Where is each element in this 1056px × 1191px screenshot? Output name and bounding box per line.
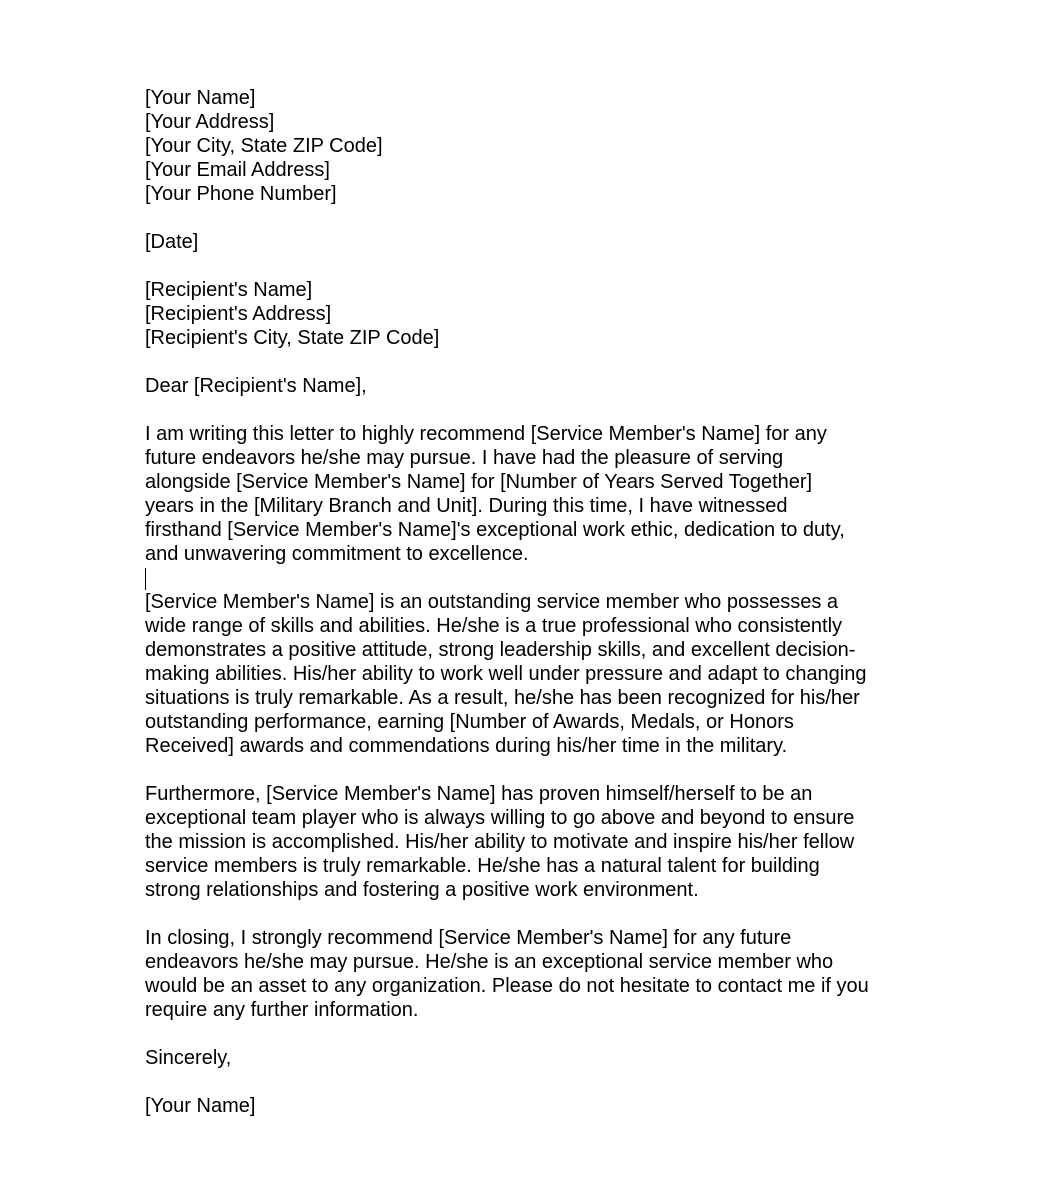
recipient-city-state-zip: [Recipient's City, State ZIP Code] bbox=[145, 327, 440, 349]
paragraph-line: outstanding performance, earning [Number of Awards, Medals, or Honors bbox=[145, 711, 794, 733]
paragraph-line: would be an asset to any organization. Please do not hesitate to contact me if you bbox=[145, 975, 869, 997]
body-paragraph-4 bbox=[145, 926, 915, 1022]
closing: Sincerely, bbox=[145, 1047, 232, 1069]
paragraph-line: wide range of skills and abilities. He/she is a true professional who consistently bbox=[145, 615, 843, 637]
blank-line bbox=[145, 350, 915, 374]
paragraph-line: making abilities. His/her ability to work well under pressure and adapt to changing bbox=[145, 663, 867, 685]
blank-line bbox=[145, 758, 915, 782]
paragraph-line: service members is truly remarkable. He/she has a natural talent for building bbox=[145, 855, 820, 877]
sender-phone: [Your Phone Number] bbox=[145, 183, 337, 205]
body-paragraph-3 bbox=[145, 782, 915, 902]
paragraph-line: situations is truly remarkable. As a result, he/she has been recognized for his/her bbox=[145, 687, 860, 709]
body-paragraph-1 bbox=[145, 422, 915, 566]
paragraph-line: and unwavering commitment to excellence. bbox=[145, 543, 529, 565]
sender-block bbox=[145, 86, 915, 206]
paragraph-line: [Service Member's Name] is an outstanding service member who possesses a bbox=[145, 591, 838, 613]
blank-line bbox=[145, 254, 915, 278]
paragraph-line: exceptional team player who is always willing to go above and beyond to ensure bbox=[145, 807, 855, 829]
paragraph-line: In closing, I strongly recommend [Service Member's Name] for any future bbox=[145, 927, 792, 949]
sender-email: [Your Email Address] bbox=[145, 159, 330, 181]
blank-line bbox=[145, 206, 915, 230]
paragraph-line: the mission is accomplished. His/her ability to motivate and inspire his/her fellow bbox=[145, 831, 855, 853]
text-cursor-line[interactable] bbox=[145, 566, 915, 590]
text-caret bbox=[145, 568, 146, 590]
recipient-name: [Recipient's Name] bbox=[145, 279, 313, 301]
salutation: Dear [Recipient's Name], bbox=[145, 375, 367, 397]
paragraph-line: alongside [Service Member's Name] for [Number of Years Served Together] bbox=[145, 471, 813, 493]
paragraph-line: demonstrates a positive attitude, strong leadership skills, and excellent decision- bbox=[145, 639, 856, 661]
blank-line bbox=[145, 902, 915, 926]
signature-name: [Your Name] bbox=[145, 1095, 256, 1117]
paragraph-line: Furthermore, [Service Member's Name] has proven himself/herself to be an bbox=[145, 783, 813, 805]
letter-date: [Date] bbox=[145, 231, 199, 253]
paragraph-line: years in the [Military Branch and Unit]. During this time, I have witnessed bbox=[145, 495, 788, 517]
sender-city-state-zip: [Your City, State ZIP Code] bbox=[145, 135, 383, 157]
paragraph-line: require any further information. bbox=[145, 999, 419, 1021]
sender-address: [Your Address] bbox=[145, 111, 275, 133]
paragraph-line: Received] awards and commendations during his/her time in the military. bbox=[145, 735, 788, 757]
paragraph-line: future endeavors he/she may pursue. I have had the pleasure of serving bbox=[145, 447, 784, 469]
letter-document[interactable] bbox=[145, 86, 915, 1118]
paragraph-line: strong relationships and fostering a positive work environment. bbox=[145, 879, 699, 901]
paragraph-line: I am writing this letter to highly recommend [Service Member's Name] for any bbox=[145, 423, 827, 445]
paragraph-line: endeavors he/she may pursue. He/she is an exceptional service member who bbox=[145, 951, 834, 973]
recipient-block bbox=[145, 278, 915, 350]
recipient-address: [Recipient's Address] bbox=[145, 303, 332, 325]
body-paragraph-2 bbox=[145, 590, 915, 758]
sender-name: [Your Name] bbox=[145, 87, 256, 109]
blank-line bbox=[145, 398, 915, 422]
blank-line bbox=[145, 1022, 915, 1046]
paragraph-line: firsthand [Service Member's Name]'s exceptional work ethic, dedication to duty, bbox=[145, 519, 845, 541]
blank-line bbox=[145, 1070, 915, 1094]
